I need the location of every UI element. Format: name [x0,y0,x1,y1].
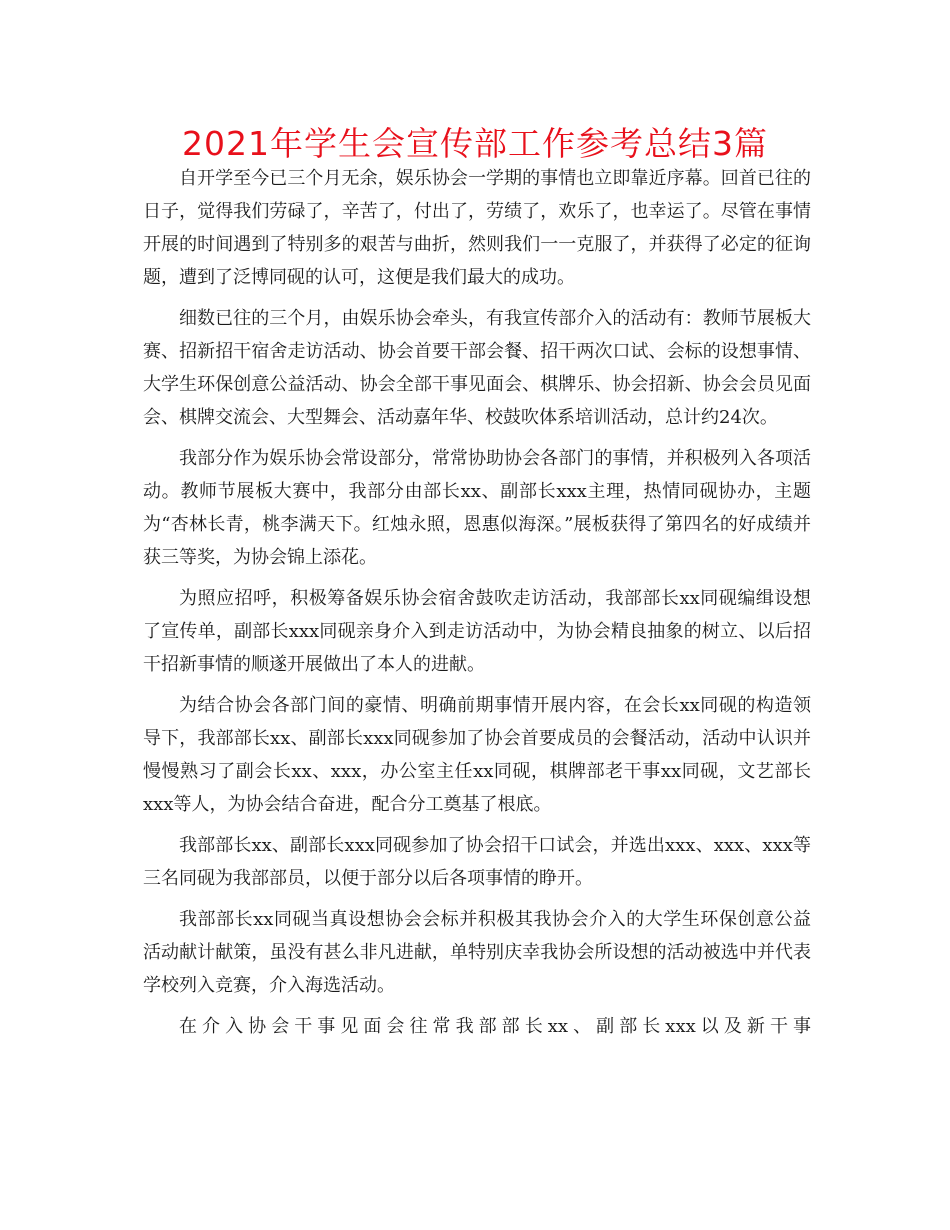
paragraph-2: 细数已往的三个月，由娱乐协会牵头，有我宣传部介入的活动有：教师节展板大赛、招新招干宿舍走访活动、协会首要干部会餐、招干两次口试、会标的设想事情、大学生环保创意公益活动、协会全部干事见面会、棋牌乐、协会招新、协会会员见面会、棋牌交流会、大型舞会、活动嘉年华、校鼓吹体系培训活动，总计约24次。 [143,308,811,428]
paragraph-4: 为照应招呼，积极筹备娱乐协会宿舍鼓吹走访活动，我部部长xx同砚编缉设想了宣传单，副部长xxx同砚亲身介入到走访活动中，为协会精良抽象的树立、以后招干招新事情的顺遂开展做出了本人的进献。 [143,588,811,675]
document-title: 2021年学生会宣传部工作参考总结3篇 [182,124,768,163]
paragraph-1: 自开学至今已三个月无余，娱乐协会一学期的事情也立即靠近序幕。回首已往的日子，觉得我们劳碌了，辛苦了，付出了，劳绩了，欢乐了，也幸运了。尽管在事情开展的时间遇到了特别多的艰苦与曲折，然则我们一一克服了，并获得了必定的征询题，遭到了泛博同砚的认可，这便是我们最大的成功。 [143,168,811,288]
paragraph-6: 我部部长xx、副部长xxx同砚参加了协会招干口试会，并选出xxx、xxx、xxx等三名同砚为我部部员，以便于部分以后各项事情的睁开。 [143,835,811,889]
paragraph-7: 我部部长xx同砚当真设想协会会标并积极其我协会介入的大学生环保创意公益活动献计献策，虽没有甚么非凡进献，单特别庆幸我协会所设想的活动被选中并代表学校列入竞赛，介入海选活动。 [143,909,811,996]
paragraph-3: 我部分作为娱乐协会常设部分，常常协助协会各部门的事情，并积极列入各项活动。教师节展板大赛中，我部分由部长xx、副部长xxx主理，热情同砚协办，主题为“杏林长青，桃李满天下。红烛永照，恩惠似海深。”展板获得了第四名的好成绩并获三等奖，为协会锦上添花。 [143,448,811,568]
paragraph-8: 在介入协会干事见面会往常我部部长xx、副部长xxx以及新干事 [179,1016,811,1037]
document-body [143,162,811,1051]
paragraph-5: 为结合协会各部门间的豪情、明确前期事情开展内容，在会长xx同砚的构造领导下，我部部长xx、副部长xxx同砚参加了协会首要成员的会餐活动，活动中认识并慢慢熟习了副会长xx、xxx，办公室主任xx同砚，棋牌部老干事xx同砚，文艺部长xxx等人，为协会结合奋进，配合分工奠基了根底。 [143,695,811,815]
